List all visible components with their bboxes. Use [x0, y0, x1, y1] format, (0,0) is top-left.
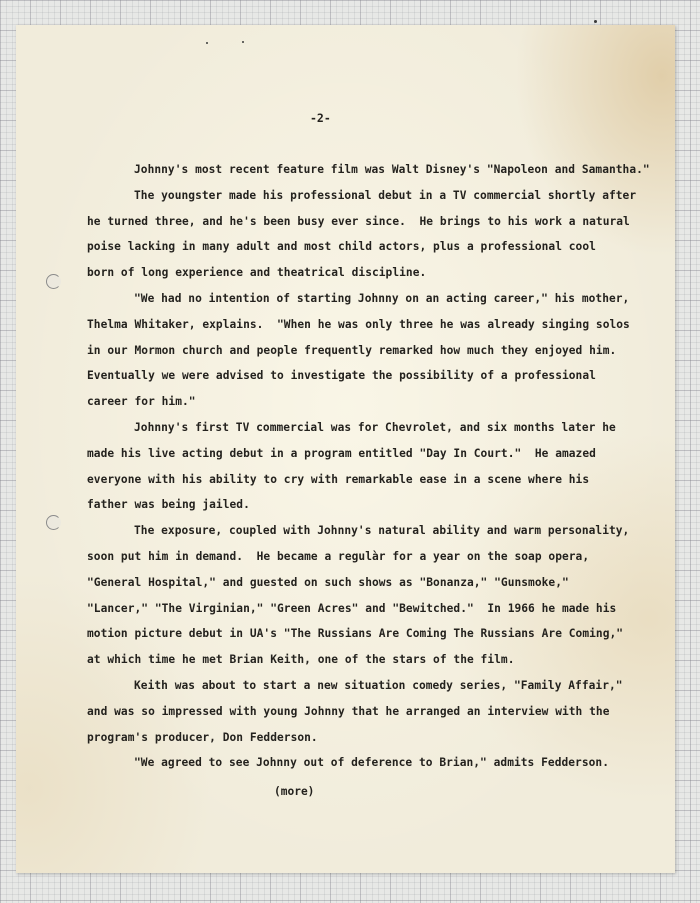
text-line: made his live acting debut in a program entitled "Day In Court." He amazed: [87, 446, 596, 460]
text-line: Johnny's most recent feature film was Walt Disney's "Napoleon and Samantha.": [134, 163, 650, 176]
text-line: in our Mormon church and people frequently remarked how much they enjoyed him.: [87, 343, 617, 357]
punch-hole-bottom: [46, 515, 61, 530]
text-line: "We agreed to see Johnny out of deference to Brian," admits Fedderson.: [134, 756, 609, 770]
text-line: Thelma Whitaker, explains. "When he was only three he was already singing solos: [87, 317, 630, 331]
text-line: everyone with his ability to cry with remarkable ease in a scene where his: [87, 472, 590, 486]
text-line: born of long experience and theatrical discipline.: [87, 266, 427, 280]
text-line: father was being jailed.: [87, 498, 250, 512]
paper-speck: [242, 41, 244, 43]
text-line: The youngster made his professional debut in a TV commercial shortly after: [134, 188, 637, 202]
text-line: Eventually we were advised to investigate the possibility of a professional: [87, 369, 596, 383]
typed-page: [16, 25, 675, 873]
text-line: The exposure, coupled with Johnny's natural ability and warm personality,: [134, 524, 630, 538]
more-label: (more): [274, 785, 315, 798]
text-line: soon put him in demand. He became a regulàr for a year on the soap opera,: [87, 549, 590, 563]
text-line: "General Hospital," and guested on such shows as "Bonanza," "Gunsmoke,": [87, 575, 569, 589]
text-line: "We had no intention of starting Johnny on an acting career," his mother,: [134, 291, 630, 305]
text-line: at which time he met Brian Keith, one of the stars of the film.: [87, 653, 515, 667]
text-line: "Lancer," "The Virginian," "Green Acres" and "Bewitched." In 1966 he made his: [87, 601, 617, 615]
text-line: career for him.": [87, 395, 196, 409]
body-text: [87, 157, 662, 776]
text-line: motion picture debut in UA's "The Russians Are Coming The Russians Are Coming,": [87, 627, 624, 641]
text-line: program's producer, Don Fedderson.: [87, 730, 318, 744]
paper-speck: [206, 42, 208, 44]
text-line: he turned three, and he's been busy ever since. He brings to his work a natural: [87, 214, 630, 228]
paper-speck: [594, 20, 597, 23]
text-line: and was so impressed with young Johnny that he arranged an interview with the: [87, 704, 610, 718]
text-line: poise lacking in many adult and most child actors, plus a professional cool: [87, 240, 596, 254]
text-line: Keith was about to start a new situation comedy series, "Family Affair,": [134, 678, 623, 692]
text-line: Johnny's first TV commercial was for Chevrolet, and six months later he: [134, 420, 616, 434]
page-number: -2-: [310, 111, 331, 125]
punch-hole-top: [46, 274, 61, 289]
